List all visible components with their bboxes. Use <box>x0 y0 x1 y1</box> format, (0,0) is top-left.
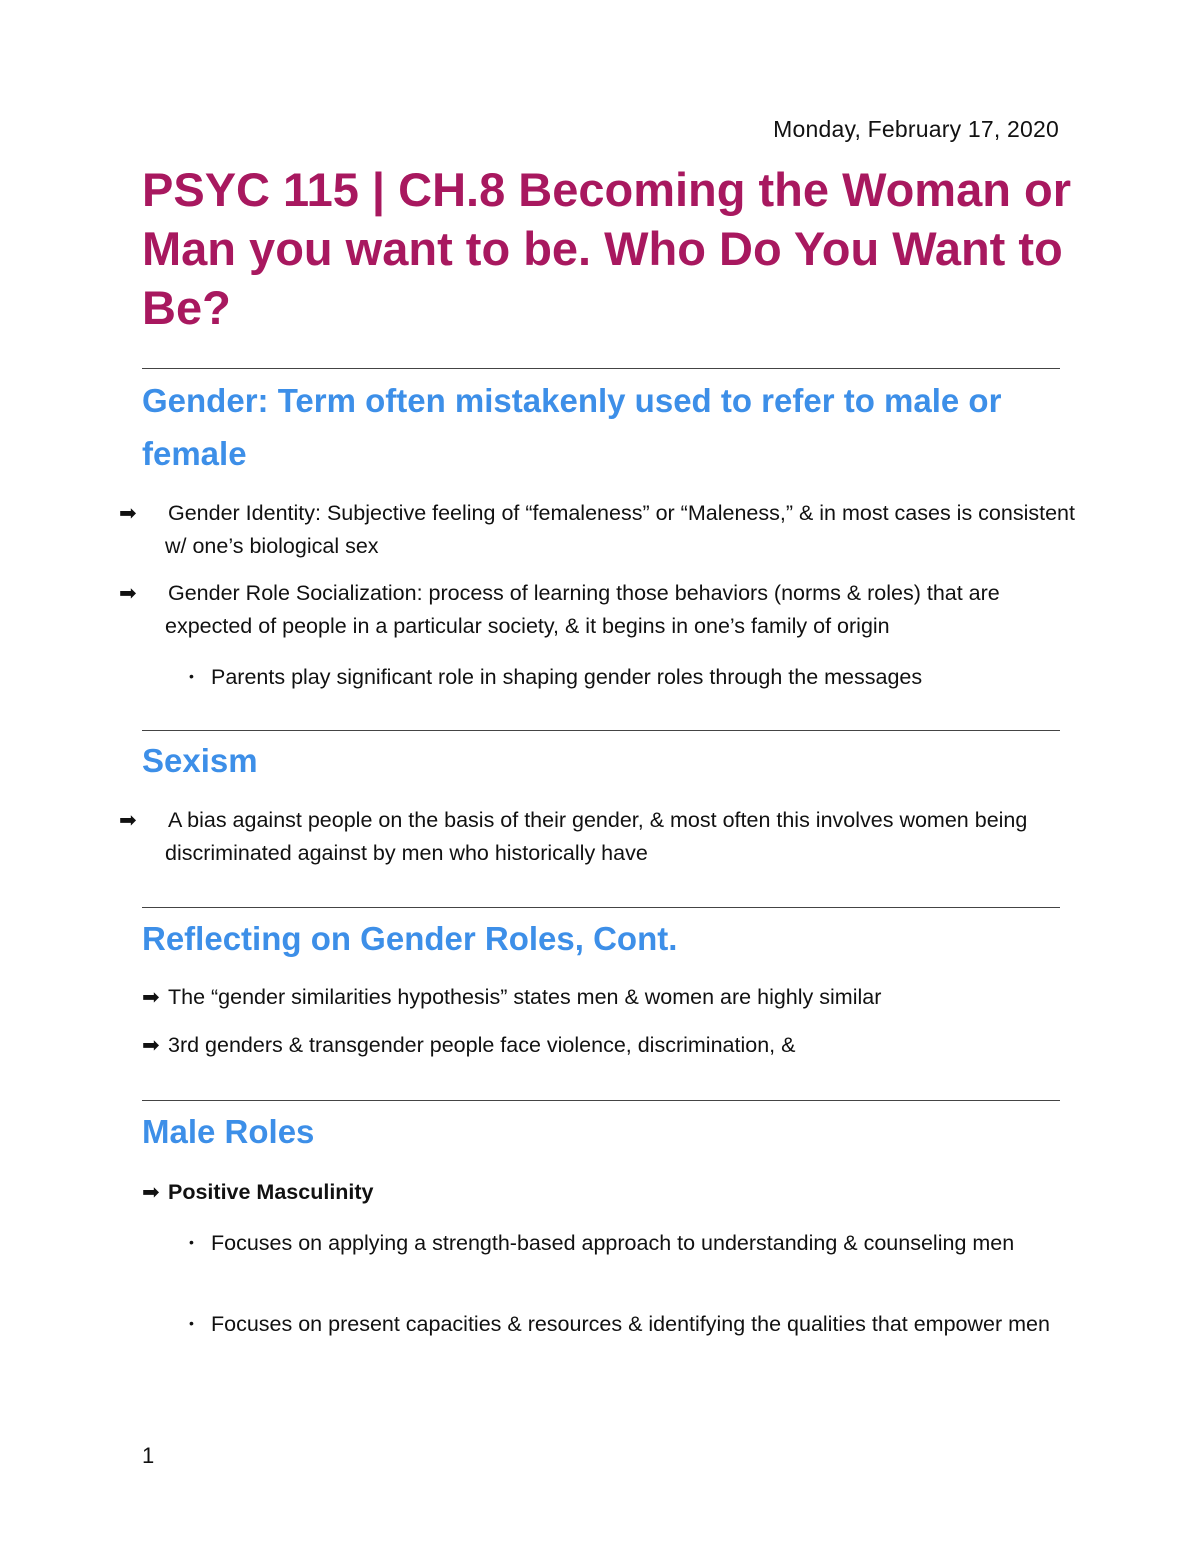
list-item <box>119 497 1085 563</box>
section-heading-male-roles: Male Roles <box>142 1113 315 1150</box>
list-item <box>142 981 1062 1014</box>
bullet-dot-icon: • <box>189 668 194 684</box>
section-heading-gender: Gender: Term often mistakenly used to refer to male or female <box>142 382 1002 472</box>
section-divider <box>142 907 1060 908</box>
page-date: Monday, February 17, 2020 <box>773 116 1059 142</box>
bullet-text: Focuses on present capacities & resources & identifying the qualities that empower men <box>211 1312 1050 1336</box>
page-title: PSYC 115 | CH.8 Becoming the Woman or Man you want to be. Who Do You Want to Be? <box>142 163 1072 334</box>
item-text: Positive Masculinity <box>168 1180 374 1204</box>
section-heading-reflecting: Reflecting on Gender Roles, Cont. <box>142 920 678 957</box>
right-arrow-icon: ➡ <box>119 809 137 832</box>
list-item <box>142 1176 1062 1209</box>
right-arrow-icon: ➡ <box>142 986 160 1009</box>
section-divider <box>142 730 1060 731</box>
page-number: 1 <box>142 1443 155 1468</box>
right-arrow-icon: ➡ <box>119 582 137 605</box>
item-text: A bias against people on the basis of their gender, & most often this involves women being discriminated against by men who historically have <box>165 808 1028 865</box>
list-item <box>142 1029 1062 1062</box>
item-text: Gender Role Socialization: process of learning those behaviors (norms & roles) that are expected of people in a particular society, & it begins in one’s family of origin <box>165 581 1000 638</box>
section-divider <box>142 1100 1060 1101</box>
item-text: 3rd genders & transgender people face violence, discrimination, & <box>168 1033 796 1057</box>
right-arrow-icon: ➡ <box>142 1181 160 1204</box>
sub-bullet-item <box>189 660 1081 694</box>
bullet-text: Parents play significant role in shaping gender roles through the messages <box>211 665 923 689</box>
section-divider <box>142 368 1060 369</box>
bullet-text: Focuses on applying a strength-based approach to understanding & counseling men <box>211 1231 1015 1255</box>
list-item <box>119 577 1085 643</box>
bullet-dot-icon: • <box>189 1234 194 1250</box>
item-text: The “gender similarities hypothesis” states men & women are highly similar <box>168 985 882 1009</box>
sub-bullet-item <box>189 1226 1081 1260</box>
right-arrow-icon: ➡ <box>119 502 137 525</box>
sub-bullet-item <box>189 1307 1081 1341</box>
right-arrow-icon: ➡ <box>142 1034 160 1057</box>
section-heading-sexism: Sexism <box>142 742 258 779</box>
bullet-dot-icon: • <box>189 1315 194 1331</box>
item-text: Gender Identity: Subjective feeling of “femaleness” or “Maleness,” & in most cases is consistent w/ one’s biological sex <box>165 501 1075 558</box>
list-item <box>119 804 1085 870</box>
